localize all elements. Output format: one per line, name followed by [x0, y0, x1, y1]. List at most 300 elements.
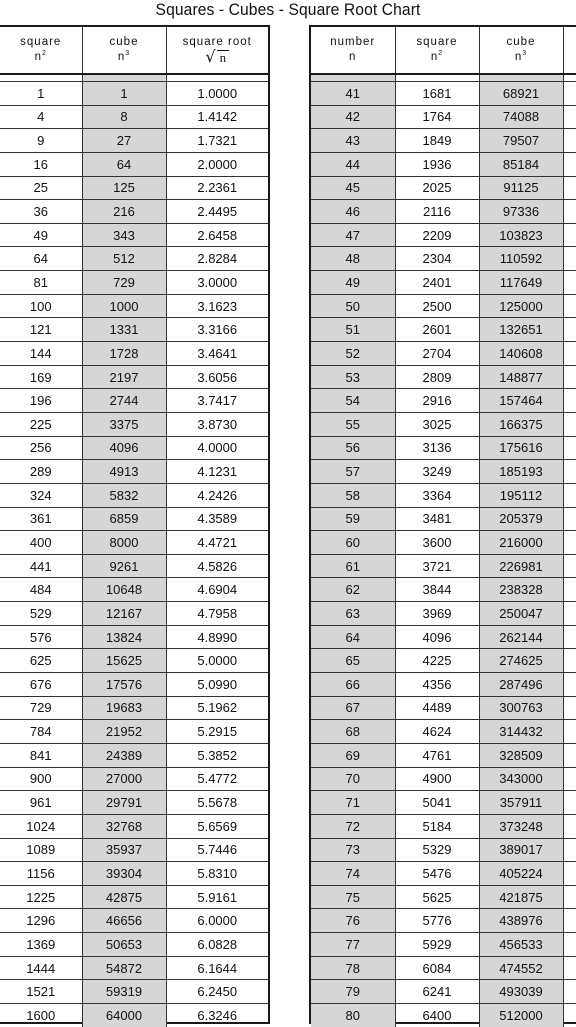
table-row: [311, 318, 576, 342]
table-row: [311, 649, 576, 673]
right-cell: 373248: [479, 814, 563, 838]
left-cell: 121: [0, 318, 82, 342]
right-cell: 3136: [395, 436, 479, 460]
left-cell: 5.9161: [166, 885, 268, 909]
right-cell: 4356: [395, 673, 479, 697]
header-var: n: [349, 51, 357, 63]
right-overflow-cell: [563, 294, 576, 318]
left-cell: 5832: [82, 483, 166, 507]
right-cell: 43: [311, 129, 395, 153]
header-label: square root: [182, 35, 252, 48]
right-cell: 78: [311, 956, 395, 980]
table-row: [311, 152, 576, 176]
left-cell: 29791: [82, 791, 166, 815]
left-cell: 16: [0, 152, 82, 176]
right-overflow-cell: [563, 365, 576, 389]
table-row: [0, 247, 268, 271]
right-cell: 314432: [479, 720, 563, 744]
table-row: [0, 554, 268, 578]
right-overflow-cell: [563, 625, 576, 649]
right-cell: 2304: [395, 247, 479, 271]
left-cell: 8000: [82, 531, 166, 555]
right-cell: 48: [311, 247, 395, 271]
left-cell: 3.1623: [166, 294, 268, 318]
right-overflow-cell: [563, 933, 576, 957]
right-cell: 1849: [395, 129, 479, 153]
table-row: [311, 531, 576, 555]
left-cell: 2.2361: [166, 176, 268, 200]
left-cell: 2197: [82, 365, 166, 389]
left-cell: 289: [0, 460, 82, 484]
left-cell: 81: [0, 271, 82, 295]
left-cell: 1.0000: [166, 82, 268, 106]
left-cell: 144: [0, 342, 82, 366]
left-cell: 1: [82, 82, 166, 106]
header-var: n: [514, 51, 523, 63]
header-exponent: 2: [438, 50, 444, 58]
left-cell: 5.6569: [166, 814, 268, 838]
left-cell: 1728: [82, 342, 166, 366]
right-overflow-cell: [563, 342, 576, 366]
left-cell: 5.0000: [166, 649, 268, 673]
left-cell: 6.0000: [166, 909, 268, 933]
table-row: [0, 483, 268, 507]
left-cell: 10648: [82, 578, 166, 602]
table-row: [311, 223, 576, 247]
table-row: [311, 909, 576, 933]
left-cell: 17576: [82, 673, 166, 697]
right-cell: 46: [311, 200, 395, 224]
table-row: [311, 82, 576, 106]
right-table-body: [311, 74, 576, 1027]
table-row: [311, 436, 576, 460]
right-cell: 5184: [395, 814, 479, 838]
right-cell: 140608: [479, 342, 563, 366]
right-header-square: [395, 27, 479, 74]
left-cell: 6.0828: [166, 933, 268, 957]
right-cell: 421875: [479, 885, 563, 909]
left-cell: 2.8284: [166, 247, 268, 271]
right-overflow-cell: [563, 885, 576, 909]
table-row: [311, 105, 576, 129]
table-row: [311, 814, 576, 838]
right-cell: 45: [311, 176, 395, 200]
right-cell: 493039: [479, 980, 563, 1004]
right-cell: 5329: [395, 838, 479, 862]
left-cell: 27: [82, 129, 166, 153]
right-cell: 44: [311, 152, 395, 176]
header-label: number: [330, 36, 376, 48]
right-overflow-cell: [563, 531, 576, 555]
table-row: [311, 720, 576, 744]
right-overflow-cell: [563, 318, 576, 342]
right-overflow-cell: [563, 1003, 576, 1026]
left-cell: 729: [0, 696, 82, 720]
left-cell: 5.8310: [166, 862, 268, 886]
table-row: [0, 342, 268, 366]
table-row: [0, 200, 268, 224]
right-cell: 175616: [479, 436, 563, 460]
right-cell: 62: [311, 578, 395, 602]
left-header-cube: [82, 27, 166, 74]
right-cell: 69: [311, 743, 395, 767]
left-cell: 9261: [82, 554, 166, 578]
left-cell: 625: [0, 649, 82, 673]
table-row: [311, 294, 576, 318]
left-cell: 529: [0, 602, 82, 626]
right-cell: 74: [311, 862, 395, 886]
right-cell: 3600: [395, 531, 479, 555]
right-overflow-cell: [563, 105, 576, 129]
right-cell: 4096: [395, 625, 479, 649]
header-var: n: [430, 51, 439, 63]
table-row: [0, 673, 268, 697]
right-cell: 55: [311, 412, 395, 436]
left-cell: 4096: [82, 436, 166, 460]
table-row: [311, 389, 576, 413]
left-cell: 3.6056: [166, 365, 268, 389]
right-cell: 274625: [479, 649, 563, 673]
right-cell: 68: [311, 720, 395, 744]
right-cell: 3249: [395, 460, 479, 484]
right-cell: 300763: [479, 696, 563, 720]
left-cell: 49: [0, 223, 82, 247]
left-cell: 9: [0, 129, 82, 153]
right-overflow-cell: [563, 791, 576, 815]
left-cell: 100: [0, 294, 82, 318]
right-cell: 2209: [395, 223, 479, 247]
right-cell: 5625: [395, 885, 479, 909]
right-overflow-cell: [563, 176, 576, 200]
right-cell: 4761: [395, 743, 479, 767]
table-row: [0, 720, 268, 744]
right-cell: 328509: [479, 743, 563, 767]
right-overflow-cell: [563, 838, 576, 862]
left-cell: 8: [82, 105, 166, 129]
right-cell: 2401: [395, 271, 479, 295]
left-header-square: [0, 27, 82, 74]
left-cell: 169: [0, 365, 82, 389]
right-cell: 52: [311, 342, 395, 366]
left-cell: 4.8990: [166, 625, 268, 649]
right-cell: 77: [311, 933, 395, 957]
table-row: [0, 1003, 268, 1026]
left-cell: 729: [82, 271, 166, 295]
table-row: [0, 223, 268, 247]
table-row: [311, 862, 576, 886]
table-row: [311, 176, 576, 200]
right-cell: 2601: [395, 318, 479, 342]
right-cell: 157464: [479, 389, 563, 413]
left-cell: 4.5826: [166, 554, 268, 578]
right-cell: 2116: [395, 200, 479, 224]
left-cell: 6.3246: [197, 1007, 238, 1023]
right-cell: 103823: [479, 223, 563, 247]
table-row: [0, 602, 268, 626]
left-cell: 125: [82, 176, 166, 200]
right-cell: 250047: [479, 602, 563, 626]
left-cell: 4.4721: [166, 531, 268, 555]
table-row: [311, 200, 576, 224]
right-cell: 343000: [479, 767, 563, 791]
left-cell: 576: [0, 625, 82, 649]
table-row: [311, 483, 576, 507]
left-cell: 35937: [82, 838, 166, 862]
table-row: [311, 271, 576, 295]
left-cell: 4.2426: [166, 483, 268, 507]
right-overflow-cell: [563, 814, 576, 838]
left-cell: 46656: [82, 909, 166, 933]
left-cell: 1296: [0, 909, 82, 933]
table-row: [0, 176, 268, 200]
left-cell: 39304: [82, 862, 166, 886]
left-cell: 784: [0, 720, 82, 744]
right-cell: 125000: [479, 294, 563, 318]
table-row: [311, 602, 576, 626]
right-cell: 2809: [395, 365, 479, 389]
table-row: [0, 838, 268, 862]
right-cell: 97336: [479, 200, 563, 224]
left-cell: 25: [0, 176, 82, 200]
right-cell: 4225: [395, 649, 479, 673]
right-cell: 226981: [479, 554, 563, 578]
left-cell: 13824: [82, 625, 166, 649]
left-cell: 64000: [82, 1003, 166, 1026]
right-cell: 3481: [395, 507, 479, 531]
left-cell: 6.1644: [166, 956, 268, 980]
left-cell: 1331: [82, 318, 166, 342]
left-cell: 1521: [0, 980, 82, 1004]
right-cell: 405224: [479, 862, 563, 886]
left-cell: 3.0000: [166, 271, 268, 295]
header-label: square: [20, 36, 62, 48]
left-cell: 54872: [82, 956, 166, 980]
table-row: [311, 365, 576, 389]
right-cell: 42: [311, 105, 395, 129]
right-cell: 63: [311, 602, 395, 626]
left-cell: 5.4772: [166, 767, 268, 791]
header-var: n: [117, 51, 126, 63]
left-cell: 5.1962: [166, 696, 268, 720]
right-overflow-cell: [563, 247, 576, 271]
right-cell: 216000: [479, 531, 563, 555]
right-cell: 47: [311, 223, 395, 247]
table-row: [0, 885, 268, 909]
right-cell: 148877: [479, 365, 563, 389]
table-row: [0, 862, 268, 886]
right-cell: 238328: [479, 578, 563, 602]
right-cell: 91125: [479, 176, 563, 200]
left-header-square-root: [166, 27, 268, 74]
left-cell: 5.3852: [166, 743, 268, 767]
right-cell: 195112: [479, 483, 563, 507]
right-cell: 75: [311, 885, 395, 909]
left-cell: 1089: [0, 838, 82, 862]
table-row: [0, 649, 268, 673]
left-cell: 36: [0, 200, 82, 224]
right-overflow-cell: [563, 389, 576, 413]
right-overflow-cell: [563, 436, 576, 460]
right-chart-table: [309, 25, 576, 1024]
left-cell: 1.7321: [166, 129, 268, 153]
table-row: [0, 696, 268, 720]
table-row: [0, 531, 268, 555]
right-cell: 389017: [479, 838, 563, 862]
left-cell: 50653: [82, 933, 166, 957]
right-cell: 3969: [395, 602, 479, 626]
right-cell: 49: [311, 271, 395, 295]
right-cell: 74088: [479, 105, 563, 129]
table-row: [0, 412, 268, 436]
left-cell: 2744: [82, 389, 166, 413]
right-cell: 3364: [395, 483, 479, 507]
left-cell: 196: [0, 389, 82, 413]
right-overflow-cell: [563, 743, 576, 767]
right-cell: 53: [311, 365, 395, 389]
left-cell: 441: [0, 554, 82, 578]
table-row: [0, 318, 268, 342]
right-overflow-cell: [563, 129, 576, 153]
right-cell: 4900: [395, 767, 479, 791]
right-cell: 357911: [479, 791, 563, 815]
left-table-grid: [0, 27, 268, 1027]
right-cell: 4489: [395, 696, 479, 720]
right-cell: 72: [311, 814, 395, 838]
left-cell: 64: [0, 247, 82, 271]
right-header-number: [311, 27, 395, 74]
right-cell: 51: [311, 318, 395, 342]
header-var: n: [34, 51, 42, 63]
left-cell: 12167: [82, 602, 166, 626]
right-cell: 57: [311, 460, 395, 484]
left-cell: 1000: [82, 294, 166, 318]
table-row: [0, 767, 268, 791]
left-cell: 4: [0, 105, 82, 129]
right-overflow-cell: [563, 720, 576, 744]
right-cell: 5776: [395, 909, 479, 933]
right-cell: 85184: [479, 152, 563, 176]
right-overflow-cell: [563, 696, 576, 720]
right-cell: 2500: [395, 294, 479, 318]
right-header-cube: [479, 27, 563, 74]
right-cell: 438976: [479, 909, 563, 933]
right-cell: 70: [311, 767, 395, 791]
right-cell: 512000: [479, 1003, 563, 1026]
left-cell: 5.2915: [166, 720, 268, 744]
table-row: [311, 838, 576, 862]
table-row: [311, 956, 576, 980]
table-row: [0, 389, 268, 413]
right-cell: 5041: [395, 791, 479, 815]
left-cell: 5.5678: [166, 791, 268, 815]
left-cell: 1156: [0, 862, 82, 886]
table-row: [311, 767, 576, 791]
left-cell: 42875: [82, 885, 166, 909]
header-exponent: 3: [125, 50, 131, 58]
right-overflow-cell: [563, 956, 576, 980]
left-cell: 512: [82, 247, 166, 271]
right-cell: 68921: [479, 82, 563, 106]
left-cell: 32768: [82, 814, 166, 838]
table-row: [311, 743, 576, 767]
left-cell: 3.3166: [166, 318, 268, 342]
right-cell: 474552: [479, 956, 563, 980]
right-cell: 60: [311, 531, 395, 555]
table-row: [311, 673, 576, 697]
right-cell: 50: [311, 294, 395, 318]
table-row: [0, 933, 268, 957]
left-cell: 225: [0, 412, 82, 436]
left-cell: 400: [0, 531, 82, 555]
left-cell: 343: [82, 223, 166, 247]
right-cell: 80: [311, 1003, 395, 1026]
right-cell: 41: [311, 82, 395, 106]
left-cell: 961: [0, 791, 82, 815]
header-label: square: [416, 36, 458, 48]
right-overflow-cell: [563, 578, 576, 602]
right-cell: 4624: [395, 720, 479, 744]
left-cell: 1225: [0, 885, 82, 909]
radical-sign-icon: √: [205, 46, 217, 66]
right-cell: 5476: [395, 862, 479, 886]
table-row: [311, 578, 576, 602]
right-cell: 71: [311, 791, 395, 815]
right-overflow-cell: [563, 909, 576, 933]
left-cell: 64: [82, 152, 166, 176]
header-var: n: [217, 50, 230, 64]
right-table-grid: [311, 27, 576, 1027]
left-cell: 484: [0, 578, 82, 602]
right-cell: 67: [311, 696, 395, 720]
table-row: [0, 956, 268, 980]
right-cell: 79507: [479, 129, 563, 153]
right-overflow-cell: [563, 507, 576, 531]
left-cell: 6859: [82, 507, 166, 531]
right-cell: 110592: [479, 247, 563, 271]
right-overflow-cell: [563, 271, 576, 295]
left-cell: 6.2450: [166, 980, 268, 1004]
table-row: [311, 1003, 576, 1026]
left-cell: 2.0000: [166, 152, 268, 176]
right-overflow-cell: [563, 412, 576, 436]
right-cell: 6084: [395, 956, 479, 980]
right-cell: 166375: [479, 412, 563, 436]
right-cell: 456533: [479, 933, 563, 957]
table-row: [311, 412, 576, 436]
left-cell: 216: [82, 200, 166, 224]
table-row: [0, 743, 268, 767]
table-row: [311, 696, 576, 720]
left-cell: 15625: [82, 649, 166, 673]
right-overflow-cell: [563, 460, 576, 484]
right-overflow-cell: [563, 152, 576, 176]
left-cell: 24389: [82, 743, 166, 767]
left-header-row: [0, 27, 268, 74]
left-cell: 1369: [0, 933, 82, 957]
right-cell: 185193: [479, 460, 563, 484]
right-cell: 2025: [395, 176, 479, 200]
right-overflow-cell: [563, 980, 576, 1004]
left-cell: 324: [0, 483, 82, 507]
right-header-row: [311, 27, 576, 74]
table-row: [0, 460, 268, 484]
table-row: [0, 791, 268, 815]
header-exponent: 3: [522, 50, 528, 58]
right-overflow-cell: [563, 673, 576, 697]
right-cell: 117649: [479, 271, 563, 295]
left-cell: 361: [0, 507, 82, 531]
right-overflow-cell: [563, 200, 576, 224]
